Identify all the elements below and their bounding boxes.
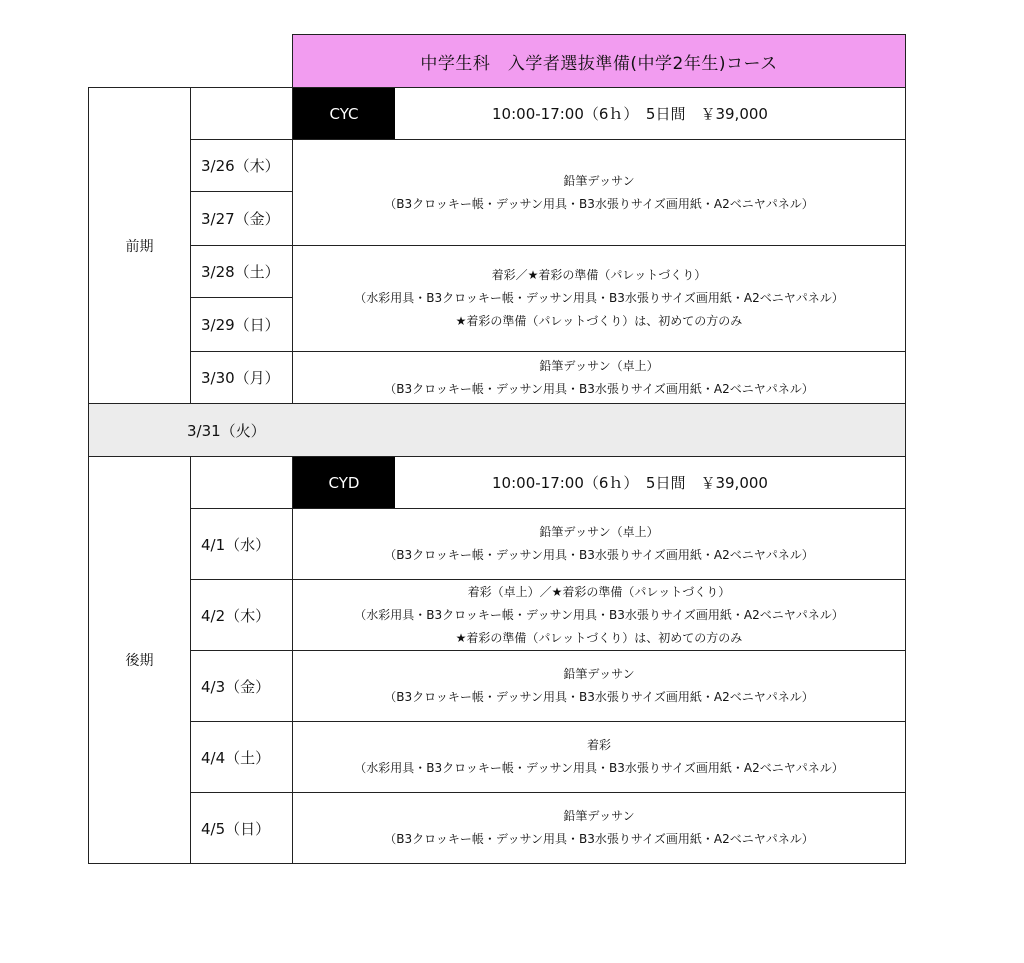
content-line: 鉛筆デッサン（卓上） [539, 525, 659, 539]
content-line: ★着彩の準備（パレットづくり）は、初めての方のみ [455, 630, 743, 645]
break-day-row [88, 403, 906, 457]
content-line: （B3クロッキー帳・デッサン用具・B3水張りサイズ画用紙・A2ベニヤパネル） [384, 832, 814, 846]
content-line: （B3クロッキー帳・デッサン用具・B3水張りサイズ画用紙・A2ベニヤパネル） [384, 690, 814, 704]
term2-date-2: 4/2（木） [190, 579, 293, 651]
term2-blank-cell [190, 456, 293, 509]
content-line: （水彩用具・B3クロッキー帳・デッサン用具・B3水張りサイズ画用紙・A2ベニヤパネル） [354, 607, 844, 622]
term1-date-2: 3/27（金） [190, 191, 293, 246]
term1-date-1: 3/26（木） [190, 139, 293, 192]
content-line: ★着彩の準備（パレットづくり）は、初めての方のみ [455, 314, 743, 328]
term2-date-3: 4/3（金） [190, 650, 293, 722]
term2-course-info: 10:00-17:00（6ｈ） 5日間 ￥39,000 [492, 474, 768, 492]
term2-content-block-2 [292, 579, 906, 651]
term1-course-info: 10:00-17:00（6ｈ） 5日間 ￥39,000 [492, 105, 768, 123]
term2-info-row [292, 456, 906, 509]
content-line: （B3クロッキー帳・デッサン用具・B3水張りサイズ画用紙・A2ベニヤパネル） [384, 381, 814, 396]
term1-info-row [292, 87, 906, 140]
content-line: 着彩 [586, 738, 611, 752]
content-line: （水彩用具・B3クロッキー帳・デッサン用具・B3水張りサイズ画用紙・A2ベニヤパネル） [354, 291, 844, 305]
content-line: 着彩（卓上）／★着彩の準備（パレットづくり） [467, 584, 731, 599]
term1-content-block-1 [292, 139, 906, 246]
term2-label-cell [88, 456, 191, 864]
content-line: （水彩用具・B3クロッキー帳・デッサン用具・B3水張りサイズ画用紙・A2ベニヤパネル） [354, 761, 844, 775]
term1-blank-cell [190, 87, 293, 140]
term2-course-code: CYD [293, 457, 395, 508]
term2-content-block-4 [292, 721, 906, 793]
term2-content-block-1 [292, 508, 906, 580]
content-line: 鉛筆デッサン [563, 173, 635, 188]
term2-date-1: 4/1（水） [190, 508, 293, 580]
term1-label-cell [88, 87, 191, 404]
course-title-text: 中学生科 入学者選抜準備(中学2年生)コース [420, 53, 778, 74]
term1-label: 前期 [125, 238, 154, 255]
content-line: 鉛筆デッサン [563, 667, 635, 681]
course-title [292, 34, 906, 88]
term2-date-4: 4/4（土） [190, 721, 293, 793]
term1-date-4: 3/29（日） [190, 297, 293, 352]
content-line: 着彩／★着彩の準備（パレットづくり） [491, 268, 707, 282]
term1-content-block-2 [292, 245, 906, 352]
content-line: （B3クロッキー帳・デッサン用具・B3水張りサイズ画用紙・A2ベニヤパネル） [384, 548, 814, 562]
term1-date-5: 3/30（月） [190, 351, 293, 404]
content-line: 鉛筆デッサン（卓上） [539, 358, 659, 373]
term1-course-code: CYC [293, 88, 395, 139]
content-line: （B3クロッキー帳・デッサン用具・B3水張りサイズ画用紙・A2ベニヤパネル） [384, 196, 814, 211]
term2-date-5: 4/5（日） [190, 792, 293, 864]
term2-label: 後期 [125, 653, 154, 669]
term2-content-block-5 [292, 792, 906, 864]
term2-content-block-3 [292, 650, 906, 722]
break-day-label: 3/31（火） [187, 421, 266, 440]
content-line: 鉛筆デッサン [563, 809, 635, 823]
term1-content-block-3 [292, 351, 906, 404]
term1-date-3: 3/28（土） [190, 245, 293, 298]
